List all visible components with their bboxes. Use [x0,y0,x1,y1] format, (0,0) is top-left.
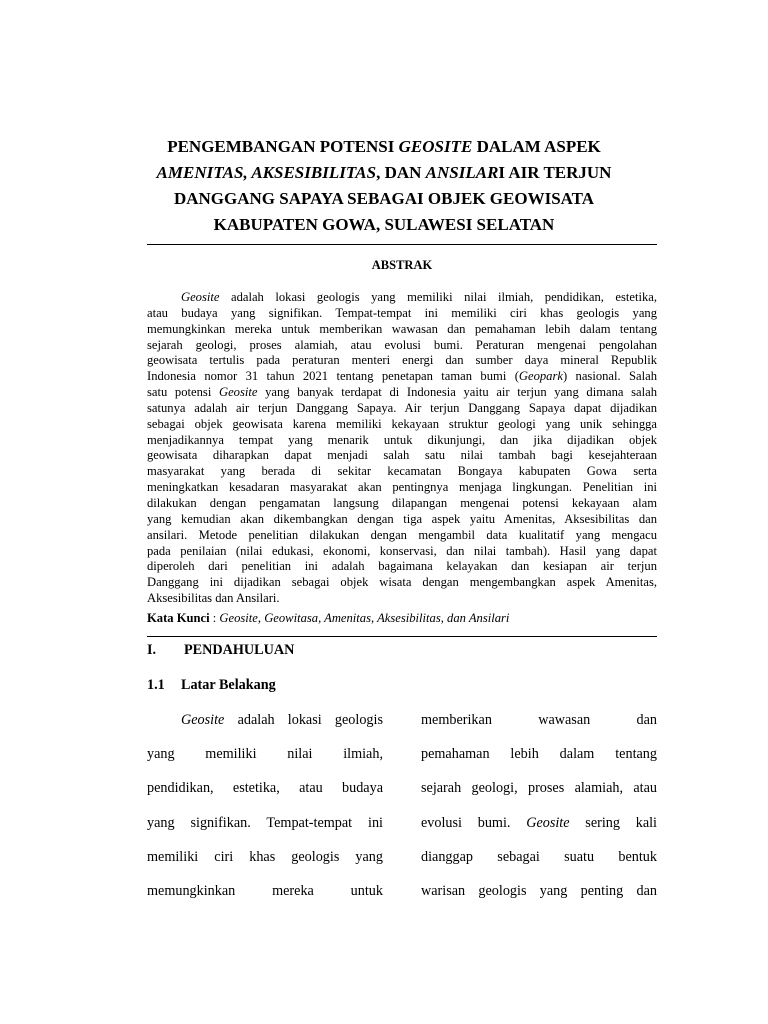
body-column-right [421,710,657,915]
text-run: geowisata diharapkan dapat menjadi salah satu nilai tambah bagi kesejahteraan [147,448,657,463]
abstract-line [147,433,657,449]
text-run: adalah lokasi geologis yang memiliki nilai ilmiah, pendidikan, estetika, [219,290,657,304]
text-run: masyarakat yang berada di sekitar kecamatan Bongaya kabupaten Gowa serta [147,464,657,479]
text-run: Aksesibilitas dan Ansilari. [147,591,280,606]
text-run: meningkatkan kesadaran masyarakat akan pentingnya menjaga lingkungan. Penelitian ini [147,480,657,495]
text-run: sering kali [569,814,657,831]
abstract-line [147,290,657,306]
text-run: memberikan wawasan dan [421,712,657,728]
italic-term: Geosite [218,385,258,400]
title-divider [147,244,657,245]
title-text: DALAM ASPEK [472,137,601,156]
text-run: atau budaya yang signifikan. Tempat-tempat ini memiliki ciri khas geologis yang [147,305,657,320]
abstract-line [147,575,657,591]
abstract-line [147,480,657,496]
abstract-line [147,353,657,369]
paper-title [120,134,648,238]
text-run: Danggang ini dijadikan sebagai objek wisata dengan mengembangkan aspek Amenitas, [147,575,657,590]
subsection-heading [147,677,276,694]
text-run: yang signifikan. Tempat-tempat ini [147,814,383,831]
text-run: geowisata tertulis pada peraturan menteri energi dan sumber daya mineral Republik [147,353,657,368]
body-column-left [147,710,383,915]
body-line [421,813,657,847]
section-heading [147,642,294,659]
section-title: PENDAHULUAN [184,642,295,658]
abstract-line [147,496,657,512]
body-line [147,813,383,847]
text-run: memiliki ciri khas geologis yang [147,848,383,865]
italic-term: Geopark [518,369,563,384]
text-run: satu potensi [147,385,219,400]
text-run: memungkinkan mereka untuk memberikan wawasan dan pemahaman lebih dalam tentang [147,321,657,336]
body-line [421,744,657,778]
text-run: ansilari. Metode penelitian dilakukan dengan mengambil data kualitatif yang mengacu [147,527,657,542]
text-run: diperoleh dari penelitian ini adalah bagaimana kelayakan dan kesiapan air terjun [147,559,657,574]
text-run: pada penilaian (nilai edukasi, ekonomi, konservasi, dan nilai tambah). Hasil yang dapat [147,543,657,558]
text-run: yang kemudian akan dikembangkan dengan tiga aspek yaitu Amenitas, Aksesibilitas dan [147,511,657,526]
abstract-line [147,591,657,607]
text-run: ) nasional. Salah [562,369,657,384]
body-line [147,744,383,778]
text-run: adalah lokasi geologis [224,712,383,728]
title-line-2 [120,160,648,186]
text-run: satunya adalah air terjun Danggang Sapaya. Air terjun Danggang Sapaya dapat dijadikan [147,400,657,415]
abstract-line [147,559,657,575]
section-number: I. [147,642,157,658]
text-run: dianggap sebagai suatu bentuk [421,848,657,865]
title-text: , DAN [376,163,426,182]
keywords-separator: : [209,611,220,625]
body-line [421,710,657,744]
text-run: sejarah geologi, proses alamiah, atau evolusi bumi. Peraturan mengenai pengolahan [147,337,657,352]
title-line-4: KABUPATEN GOWA, SULAWESI SELATAN [213,215,555,234]
body-line [421,847,657,881]
title-line-1 [120,134,648,160]
keywords-value: Geosite, Geowitasa, Amenitas, Aksesibilitas, dan Ansilari [219,611,510,625]
keywords-label: Kata Kunci [147,611,210,625]
text-run: warisan geologis yang penting dan [421,882,657,899]
abstract-line [147,544,657,560]
text-run: sejarah geologi, proses alamiah, atau [421,780,657,797]
body-line [147,778,383,812]
text-run: yang memiliki nilai ilmiah, [147,746,383,763]
abstract-line [147,322,657,338]
body-line [421,881,657,915]
abstract-line [147,448,657,464]
italic-term: Geosite [181,712,225,728]
abstract-line [147,306,657,322]
abstract-line [147,512,657,528]
abstract-line [147,401,657,417]
text-run: pendidikan, estetika, atau budaya [147,780,383,797]
text-run: memungkinkan mereka untuk [147,882,383,899]
title-italic: ANSILAR [425,163,499,182]
title-italic: AMENITAS, AKSESIBILITAS [156,163,377,182]
body-line [147,881,383,915]
text-run: sebagai objek geowisata karena memiliki kekayaan struktur geologi yang unik sehingga [147,416,657,431]
abstract-body [147,290,657,607]
abstract-line [147,385,657,401]
body-line [147,847,383,881]
text-run: dilakukan dengan pengamatan langsung dilapangan mengenai potensi kekayaan alam [147,495,657,510]
text-run: Indonesia nomor 31 tahun 2021 tentang penetapan taman bumi ( [147,369,519,384]
title-line-3: DANGGANG SAPAYA SEBAGAI OBJEK GEOWISATA [173,189,595,208]
text-run: yang banyak terdapat di Indonesia yaitu air terjun yang dimana salah [257,385,657,400]
abstract-line [147,338,657,354]
abstract-line [147,464,657,480]
keywords [147,611,657,626]
italic-term: Geosite [526,814,570,831]
subsection-number: 1.1 [147,677,165,693]
body-line [421,778,657,812]
abstract-line [147,417,657,433]
subsection-title: Latar Belakang [181,677,276,693]
italic-term: Geosite [181,290,220,304]
keywords-divider [147,636,657,637]
abstract-line [147,528,657,544]
title-italic: GEOSITE [398,137,473,156]
abstract-heading: ABSTRAK [371,258,433,272]
text-run: menjadikannya tempat yang menarik untuk dikunjungi, dan jika dijadikan objek [147,432,657,447]
text-run: pemahaman lebih dalam tentang [421,746,657,763]
text-run: evolusi bumi. [421,814,527,831]
body-line [147,710,383,744]
abstract-line [147,369,657,385]
title-text: PENGEMBANGAN POTENSI [167,137,399,156]
title-text: I AIR TERJUN [498,163,612,182]
